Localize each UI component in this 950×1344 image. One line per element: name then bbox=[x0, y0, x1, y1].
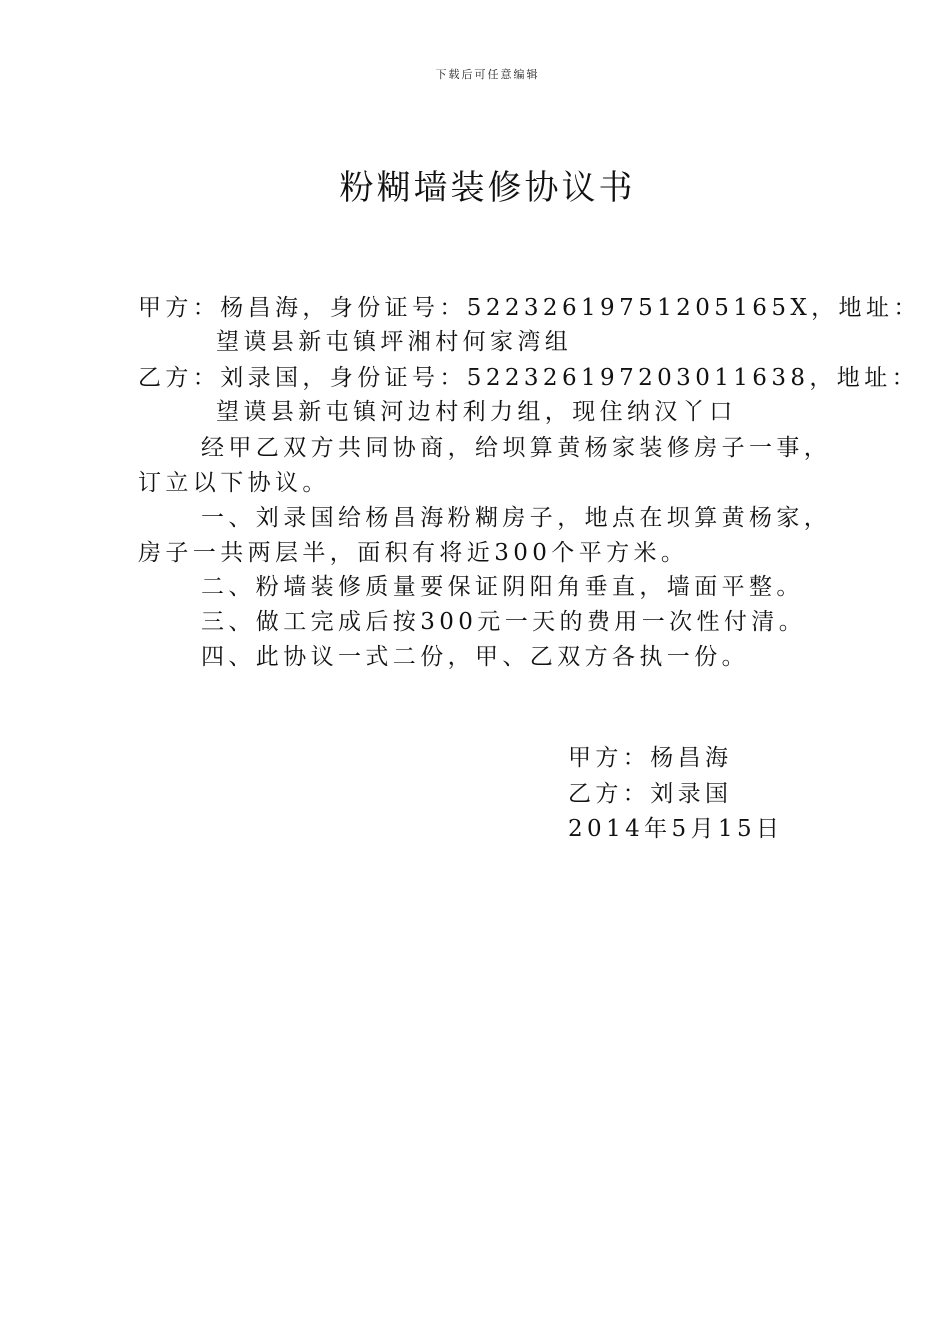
party-a-line: 甲方：杨昌海，身份证号：52232619751205165X，地址： bbox=[138, 295, 921, 321]
document-title: 粉糊墙装修协议书 bbox=[339, 168, 636, 208]
signature-date: 2014年5月15日 bbox=[568, 816, 784, 842]
clause-4: 四、此协议一式二份，甲、乙双方各执一份。 bbox=[201, 644, 749, 670]
intro-line-1: 经甲乙双方共同协商，给坝算黄杨家装修房子一事， bbox=[201, 435, 832, 461]
signature-party-a: 甲方：杨昌海 bbox=[568, 745, 733, 771]
clause-1-line-2: 房子一共两层半，面积有将近300个平方米。 bbox=[138, 540, 689, 566]
party-b-address: 望谟县新屯镇河边村利力组，现住纳汉丫口 bbox=[216, 399, 737, 425]
header-note: 下载后可任意编辑 bbox=[435, 68, 540, 81]
party-b-line: 乙方：刘录国，身份证号：522326197203011638，地址： bbox=[138, 365, 919, 391]
signature-party-b: 乙方：刘录国 bbox=[568, 781, 733, 807]
clause-2: 二、粉墙装修质量要保证阴阳角垂直，墙面平整。 bbox=[201, 574, 804, 600]
clause-1-line-1: 一、刘录国给杨昌海粉糊房子，地点在坝算黄杨家， bbox=[201, 505, 832, 531]
clause-3: 三、做工完成后按300元一天的费用一次性付清。 bbox=[201, 609, 807, 635]
party-a-address: 望谟县新屯镇坪湘村何家湾组 bbox=[216, 329, 573, 355]
intro-line-2: 订立以下协议。 bbox=[138, 470, 330, 496]
